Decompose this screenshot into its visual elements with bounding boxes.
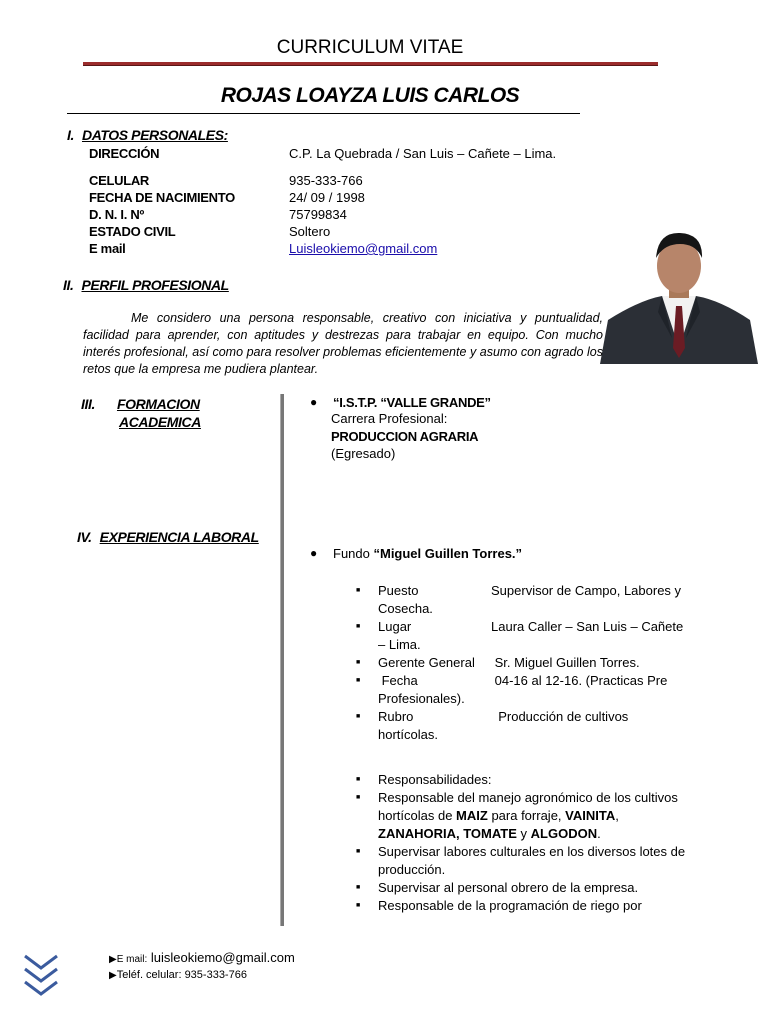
detail-value: Supervisor de Campo, Labores y bbox=[491, 583, 682, 598]
title-divider bbox=[83, 62, 658, 66]
arrow-right-icon: ▶ bbox=[109, 970, 117, 981]
detail-value: 04-16 al 12-16. (Practicas Pre bbox=[491, 673, 668, 688]
footer-email-row bbox=[109, 950, 295, 967]
value-fecha-nacimiento: 24/ 09 / 1998 bbox=[289, 190, 365, 205]
company-line bbox=[333, 546, 522, 561]
value-celular: 935-333-766 bbox=[289, 173, 363, 188]
section-title: PERFIL PROFESIONAL bbox=[81, 277, 229, 293]
detail-key: ■ Rubro bbox=[378, 709, 414, 724]
bullet-dot: ● bbox=[310, 546, 318, 560]
resp-text: y bbox=[516, 826, 531, 841]
profile-text: Me considero una persona responsable, creativo con iniciativa y puntualidad, facilidad para aprender, con aptitudes y destrezas para trabajar en equipo. Con mucho interés profesional, así como para resolver problemas eficientemente y asumo con agrado los retos que la empresa me pudiera plantear. bbox=[83, 311, 603, 376]
detail-key: ■ Fecha bbox=[378, 673, 418, 688]
responsibilities-list bbox=[356, 771, 686, 915]
education-status: (Egresado) bbox=[331, 446, 396, 461]
profile-photo bbox=[600, 228, 758, 364]
detail-value: Sr. Miguel Guillen Torres. bbox=[491, 655, 640, 670]
email-link[interactable]: Luisleokiemo@gmail.com bbox=[289, 241, 438, 256]
label-estado-civil: ESTADO CIVIL bbox=[89, 224, 176, 239]
career-name: PRODUCCION AGRARIA bbox=[331, 429, 479, 444]
detail-value: Producción de cultivos bbox=[491, 709, 629, 724]
crop-maiz: MAIZ bbox=[456, 808, 488, 823]
resp-text: para forraje, bbox=[487, 808, 566, 823]
detail-continuation: Cosecha. bbox=[378, 601, 433, 616]
section-education-heading bbox=[81, 396, 200, 412]
section-number: I. bbox=[67, 127, 74, 143]
label-direccion: DIRECCIÓN bbox=[89, 146, 160, 161]
candidate-name: ROJAS LOAYZA LUIS CARLOS bbox=[220, 84, 520, 107]
section-title-line1: FORMACION bbox=[116, 396, 200, 412]
label-dni: D. N. I. Nº bbox=[89, 207, 144, 222]
document-title: CURRICULUM VITAE bbox=[276, 37, 464, 58]
list-item bbox=[356, 618, 686, 654]
company-prefix: Fundo bbox=[333, 546, 374, 561]
resp-text: . bbox=[597, 826, 601, 841]
job-details-list bbox=[356, 582, 686, 744]
detail-key: ■ Gerente General bbox=[378, 655, 475, 670]
section-number: III. bbox=[81, 396, 95, 412]
footer-contact bbox=[109, 950, 295, 983]
footer-phone: Teléf. celular: 935-333-766 bbox=[116, 969, 247, 981]
section-profile-heading bbox=[63, 277, 229, 293]
institution-name: “I.S.T.P. “VALLE GRANDE” bbox=[333, 395, 491, 410]
resp-text: Responsable del manejo agronómico de los cultivos hortícolas de bbox=[378, 790, 678, 823]
detail-continuation: – Lima. bbox=[378, 637, 421, 652]
section-number: IV. bbox=[77, 529, 92, 545]
career-label: Carrera Profesional: bbox=[331, 411, 448, 426]
section-number: II. bbox=[63, 277, 74, 293]
detail-continuation: hortícolas. bbox=[378, 727, 438, 742]
list-item bbox=[356, 654, 686, 672]
column-divider bbox=[280, 394, 284, 926]
label-celular: CELULAR bbox=[89, 173, 150, 188]
resp-text: , bbox=[615, 808, 619, 823]
crop-algodon: ALGODON bbox=[530, 826, 598, 841]
list-item bbox=[356, 582, 686, 618]
section-title: EXPERIENCIA LABORAL bbox=[99, 529, 259, 545]
value-dni: 75799834 bbox=[289, 207, 347, 222]
footer-email[interactable]: luisleokiemo@gmail.com bbox=[147, 950, 295, 965]
list-item bbox=[356, 789, 686, 843]
company-name: “Miguel Guillen Torres.” bbox=[373, 546, 523, 561]
section-personal-heading bbox=[67, 127, 228, 143]
list-item: ■ Responsabilidades: bbox=[356, 771, 686, 789]
list-item: ■ Supervisar labores culturales en los diversos lotes de producción. bbox=[356, 843, 686, 879]
detail-key: ■ Puesto bbox=[378, 583, 419, 598]
crop-zanahoria-tomate: ZANAHORIA, TOMATE bbox=[378, 826, 517, 841]
detail-key: ■ Lugar bbox=[378, 619, 412, 634]
value-estado-civil: Soltero bbox=[289, 224, 331, 239]
crop-vainita: VAINITA bbox=[565, 808, 616, 823]
detail-continuation: Profesionales). bbox=[378, 691, 465, 706]
label-email: E mail bbox=[89, 241, 126, 256]
label-fecha-nacimiento: FECHA DE NACIMIENTO bbox=[89, 190, 235, 205]
detail-value: Laura Caller – San Luis – Cañete bbox=[491, 619, 684, 634]
list-item: ■ Supervisar al personal obrero de la empresa. bbox=[356, 879, 686, 897]
footer-email-label: E mail: bbox=[116, 954, 148, 965]
section-title: DATOS PERSONALES: bbox=[81, 127, 228, 143]
chevron-down-icon bbox=[22, 953, 60, 1001]
list-item bbox=[356, 672, 686, 708]
section-experience-heading bbox=[77, 529, 259, 545]
list-item bbox=[356, 708, 686, 744]
name-divider bbox=[67, 113, 580, 114]
footer-phone-row bbox=[109, 967, 295, 983]
list-item: ■ Responsable de la programación de riego por bbox=[356, 897, 686, 915]
arrow-right-icon: ▶ bbox=[109, 954, 117, 965]
value-direccion: C.P. La Quebrada / San Luis – Cañete – Lima. bbox=[289, 146, 557, 161]
bullet-dot: ● bbox=[310, 395, 318, 409]
section-education-heading-line2: ACADEMICA bbox=[119, 414, 201, 430]
